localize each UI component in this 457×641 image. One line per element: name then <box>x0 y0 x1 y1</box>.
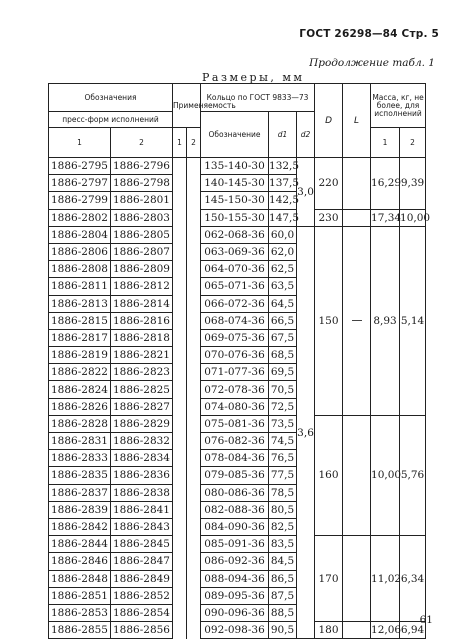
ring-designation: 086-092-36 <box>201 553 269 570</box>
mass-1-value: 10,00 <box>371 415 400 535</box>
col-2-header: 2 <box>111 128 173 158</box>
d1-value: 60,0 <box>269 226 297 243</box>
press-form-1: 1886-2855 <box>49 622 111 639</box>
d1-value: 76,5 <box>269 450 297 467</box>
press-form-2: 1886-2836 <box>111 467 173 484</box>
ring-designation: 089-095-36 <box>201 587 269 604</box>
press-form-1: 1886-2826 <box>49 398 111 415</box>
press-form-2: 1886-2849 <box>111 570 173 587</box>
d1-value: 83,5 <box>269 536 297 553</box>
ring-designation: 145-150-30 <box>201 192 269 209</box>
application-1 <box>173 192 187 209</box>
press-form-1: 1886-2835 <box>49 467 111 484</box>
application-1 <box>173 398 187 415</box>
page-header: ГОСТ 26298—84 Стр. 5 <box>299 28 439 40</box>
press-form-2: 1886-2805 <box>111 226 173 243</box>
application-2 <box>187 226 201 243</box>
ring-designation: 075-081-36 <box>201 415 269 432</box>
ring-designation: 150-155-30 <box>201 209 269 226</box>
ring-designation: 064-070-36 <box>201 261 269 278</box>
table-row <box>49 226 426 243</box>
ring-designation: 069-075-36 <box>201 329 269 346</box>
ring-designation: 065-071-36 <box>201 278 269 295</box>
table-body <box>49 158 431 639</box>
table-row <box>49 158 426 175</box>
application-2 <box>187 347 201 364</box>
ring-designation: 090-096-36 <box>201 604 269 621</box>
ring-designation: 088-094-36 <box>201 570 269 587</box>
d1-value: 62,0 <box>269 243 297 260</box>
application-1 <box>173 347 187 364</box>
press-form-1: 1886-2831 <box>49 433 111 450</box>
table-row <box>49 415 426 432</box>
d1-value: 86,5 <box>269 570 297 587</box>
application-2 <box>187 484 201 501</box>
d1-value: 68,5 <box>269 347 297 364</box>
mass-2-value: 5,76 <box>400 415 426 535</box>
d1-value: 73,5 <box>269 415 297 432</box>
press-form-2: 1886-2814 <box>111 295 173 312</box>
d1-value: 90,5 <box>269 622 297 639</box>
press-form-2: 1886-2798 <box>111 175 173 192</box>
application-2 <box>187 604 201 621</box>
d1-value: 62,5 <box>269 261 297 278</box>
mass-1-value: 16,29 <box>371 158 400 210</box>
press-form-2: 1886-2821 <box>111 347 173 364</box>
press-form-1: 1886-2802 <box>49 209 111 226</box>
D-header: D <box>315 84 343 158</box>
ring-designation: 068-074-36 <box>201 312 269 329</box>
application-2 <box>187 518 201 535</box>
d1-header: d1 <box>269 112 297 158</box>
press-form-1: 1886-2851 <box>49 587 111 604</box>
press-form-1: 1886-2797 <box>49 175 111 192</box>
press-form-1: 1886-2811 <box>49 278 111 295</box>
press-form-1: 1886-2815 <box>49 312 111 329</box>
d1-value: 72,5 <box>269 398 297 415</box>
application-2 <box>187 450 201 467</box>
units-caption: Размеры, мм <box>202 71 305 84</box>
mass-2-value: 5,14 <box>400 226 426 415</box>
D-value: 180 <box>315 622 343 639</box>
press-form-1: 1886-2842 <box>49 518 111 535</box>
application-1 <box>173 226 187 243</box>
application-1 <box>173 467 187 484</box>
press-form-2: 1886-2832 <box>111 433 173 450</box>
application-2 <box>187 312 201 329</box>
press-form-2: 1886-2825 <box>111 381 173 398</box>
D-value: 220 <box>315 158 343 210</box>
press-form-2: 1886-2843 <box>111 518 173 535</box>
application-2 <box>187 570 201 587</box>
ring-designation: 074-080-36 <box>201 398 269 415</box>
mass-2-header: 2 <box>400 128 426 158</box>
mass-2-value: 10,00 <box>400 209 426 226</box>
D-value: 160 <box>315 415 343 535</box>
application-header: Применяемость <box>173 84 201 128</box>
mass-1-value: 8,93 <box>371 226 400 415</box>
col-1-header: 1 <box>49 128 111 158</box>
application-2 <box>187 433 201 450</box>
application-1 <box>173 450 187 467</box>
press-forms-header: пресс-форм исполнений <box>49 112 173 128</box>
table-row <box>49 536 426 553</box>
D-value: 170 <box>315 536 343 622</box>
ring-designation: 079-085-36 <box>201 467 269 484</box>
mass-header: Масса, кг, не более, для исполнений <box>371 84 426 128</box>
press-form-1: 1886-2819 <box>49 347 111 364</box>
ring-designation: 092-098-36 <box>201 622 269 639</box>
press-form-1: 1886-2848 <box>49 570 111 587</box>
application-1 <box>173 278 187 295</box>
ring-designation: 080-086-36 <box>201 484 269 501</box>
table-row <box>49 622 426 639</box>
press-form-1: 1886-2804 <box>49 226 111 243</box>
application-1 <box>173 622 187 639</box>
press-form-2: 1886-2801 <box>111 192 173 209</box>
press-form-1: 1886-2839 <box>49 501 111 518</box>
press-form-2: 1886-2852 <box>111 587 173 604</box>
press-form-2: 1886-2838 <box>111 484 173 501</box>
d1-value: 70,5 <box>269 381 297 398</box>
application-1 <box>173 295 187 312</box>
application-1 <box>173 312 187 329</box>
application-1 <box>173 381 187 398</box>
d1-value: 147,5 <box>269 209 297 226</box>
D-value: 230 <box>315 209 343 226</box>
application-2 <box>187 295 201 312</box>
press-form-1: 1886-2806 <box>49 243 111 260</box>
application-1 <box>173 536 187 553</box>
ring-header: Кольцо по ГОСТ 9833—73 <box>201 84 315 112</box>
press-form-2: 1886-2809 <box>111 261 173 278</box>
press-form-2: 1886-2829 <box>111 415 173 432</box>
ring-designation: 066-072-36 <box>201 295 269 312</box>
d1-value: 80,5 <box>269 501 297 518</box>
mass-1-value: 11,02 <box>371 536 400 622</box>
application-1 <box>173 209 187 226</box>
press-form-1: 1886-2795 <box>49 158 111 175</box>
application-2 <box>187 364 201 381</box>
d1-value: 64,5 <box>269 295 297 312</box>
press-form-2: 1886-2818 <box>111 329 173 346</box>
application-1 <box>173 175 187 192</box>
ring-designation: 085-091-36 <box>201 536 269 553</box>
application-2 <box>187 329 201 346</box>
ring-designation: 140-145-30 <box>201 175 269 192</box>
dimensions-table <box>48 83 431 639</box>
press-form-2: 1886-2807 <box>111 243 173 260</box>
d1-value: 74,5 <box>269 433 297 450</box>
press-form-1: 1886-2837 <box>49 484 111 501</box>
application-2 <box>187 192 201 209</box>
d1-value: 78,5 <box>269 484 297 501</box>
ring-designation: 078-084-36 <box>201 450 269 467</box>
ring-designation: 071-077-36 <box>201 364 269 381</box>
press-form-2: 1886-2803 <box>111 209 173 226</box>
press-form-2: 1886-2827 <box>111 398 173 415</box>
press-form-1: 1886-2833 <box>49 450 111 467</box>
d2-value: 3,6 <box>297 226 315 639</box>
designation-header: Обозначения <box>49 84 173 112</box>
application-2 <box>187 501 201 518</box>
app-2-header: 2 <box>187 128 201 158</box>
ring-designation: 070-076-36 <box>201 347 269 364</box>
application-2 <box>187 243 201 260</box>
press-form-2: 1886-2823 <box>111 364 173 381</box>
L-value <box>343 209 371 226</box>
L-dash <box>352 320 362 321</box>
press-form-2: 1886-2854 <box>111 604 173 621</box>
d2-value: 3,0 <box>297 158 315 227</box>
application-1 <box>173 553 187 570</box>
application-2 <box>187 467 201 484</box>
mass-1-header: 1 <box>371 128 400 158</box>
press-form-2: 1886-2841 <box>111 501 173 518</box>
press-form-2: 1886-2847 <box>111 553 173 570</box>
application-1 <box>173 415 187 432</box>
application-1 <box>173 364 187 381</box>
ring-designation: 082-088-36 <box>201 501 269 518</box>
mass-1-value: 12,06 <box>371 622 400 639</box>
D-value: 150 <box>315 226 343 415</box>
d1-value: 142,5 <box>269 192 297 209</box>
page-number: 61 <box>419 614 433 626</box>
application-1 <box>173 518 187 535</box>
d1-value: 84,5 <box>269 553 297 570</box>
application-1 <box>173 243 187 260</box>
L-value <box>343 536 371 622</box>
d1-value: 66,5 <box>269 312 297 329</box>
ring-designation: 076-082-36 <box>201 433 269 450</box>
ring-designation: 135-140-30 <box>201 158 269 175</box>
press-form-1: 1886-2844 <box>49 536 111 553</box>
application-2 <box>187 175 201 192</box>
press-form-1: 1886-2824 <box>49 381 111 398</box>
press-form-1: 1886-2853 <box>49 604 111 621</box>
ring-designation-header: Обозначение <box>201 112 269 158</box>
application-1 <box>173 570 187 587</box>
application-1 <box>173 261 187 278</box>
application-1 <box>173 484 187 501</box>
press-form-1: 1886-2822 <box>49 364 111 381</box>
d2-header: d2 <box>297 112 315 158</box>
press-form-2: 1886-2856 <box>111 622 173 639</box>
ring-designation: 063-069-36 <box>201 243 269 260</box>
app-1-header: 1 <box>173 128 187 158</box>
table-continuation-note: Продолжение табл. 1 <box>309 57 435 69</box>
application-2 <box>187 398 201 415</box>
mass-2-value: 9,39 <box>400 158 426 210</box>
d1-value: 82,5 <box>269 518 297 535</box>
application-1 <box>173 604 187 621</box>
L-value <box>343 415 371 535</box>
d1-value: 77,5 <box>269 467 297 484</box>
application-2 <box>187 587 201 604</box>
application-2 <box>187 553 201 570</box>
d1-value: 137,5 <box>269 175 297 192</box>
application-1 <box>173 587 187 604</box>
L-value <box>343 226 371 415</box>
application-2 <box>187 158 201 175</box>
application-1 <box>173 158 187 175</box>
L-value <box>343 158 371 210</box>
application-2 <box>187 415 201 432</box>
application-2 <box>187 261 201 278</box>
application-2 <box>187 209 201 226</box>
mass-2-value: 6,94 <box>400 622 426 639</box>
press-form-1: 1886-2799 <box>49 192 111 209</box>
application-1 <box>173 501 187 518</box>
press-form-2: 1886-2796 <box>111 158 173 175</box>
L-header: L <box>343 84 371 158</box>
application-2 <box>187 381 201 398</box>
press-form-2: 1886-2845 <box>111 536 173 553</box>
d1-value: 87,5 <box>269 587 297 604</box>
d1-value: 63,5 <box>269 278 297 295</box>
press-form-1: 1886-2828 <box>49 415 111 432</box>
press-form-2: 1886-2816 <box>111 312 173 329</box>
ring-designation: 062-068-36 <box>201 226 269 243</box>
application-2 <box>187 278 201 295</box>
d1-value: 67,5 <box>269 329 297 346</box>
press-form-1: 1886-2808 <box>49 261 111 278</box>
application-1 <box>173 433 187 450</box>
press-form-1: 1886-2813 <box>49 295 111 312</box>
press-form-1: 1886-2846 <box>49 553 111 570</box>
press-form-2: 1886-2812 <box>111 278 173 295</box>
d1-value: 132,5 <box>269 158 297 175</box>
table-row <box>49 209 426 226</box>
mass-1-value: 17,34 <box>371 209 400 226</box>
ring-designation: 072-078-36 <box>201 381 269 398</box>
mass-2-value: 6,34 <box>400 536 426 622</box>
application-2 <box>187 536 201 553</box>
d1-value: 88,5 <box>269 604 297 621</box>
press-form-1: 1886-2817 <box>49 329 111 346</box>
press-form-2: 1886-2834 <box>111 450 173 467</box>
application-2 <box>187 622 201 639</box>
application-1 <box>173 329 187 346</box>
d1-value: 69,5 <box>269 364 297 381</box>
L-value <box>343 622 371 639</box>
ring-designation: 084-090-36 <box>201 518 269 535</box>
